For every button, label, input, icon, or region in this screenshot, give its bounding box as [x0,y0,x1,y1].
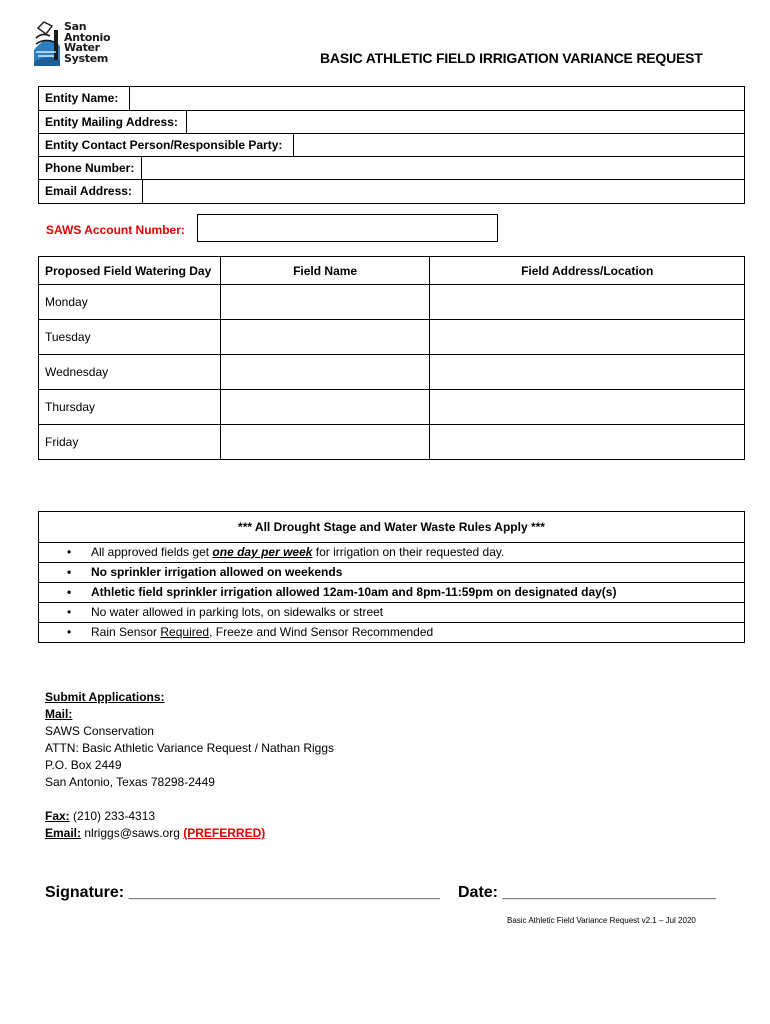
rule-item [39,543,744,563]
fax-value: (210) 233-4313 [69,809,156,823]
preferred-badge: (PREFERRED) [183,826,266,840]
entity-contact-field[interactable] [293,134,744,156]
rule-text: for irrigation on their requested day. [312,545,505,559]
phone-number-label: Phone Number: [45,161,135,175]
phone-number-row [39,156,744,179]
field-name-cell[interactable] [220,285,430,320]
rule-text: Athletic field sprinkler irrigation allowed 12am-10am and 8pm-11:59pm on designated day(s) [91,585,617,599]
date-line[interactable]: Date: ________________________ [458,884,717,901]
entity-name-label: Entity Name: [45,91,119,105]
table-row [39,390,745,425]
entity-name-row [39,87,744,110]
rule-text: Rain Sensor [91,625,161,639]
field-address-cell[interactable] [430,320,745,355]
field-name-cell[interactable] [220,320,430,355]
field-address-cell[interactable] [430,355,745,390]
rule-item [39,583,744,603]
entity-mailing-address-row [39,110,744,133]
table-row [39,425,745,460]
entity-mailing-address-label: Entity Mailing Address: [45,115,178,129]
rule-item [39,623,744,642]
bullet-icon: • [67,605,72,619]
rule-item [39,563,744,583]
field-name-cell[interactable] [220,390,430,425]
rule-text: No sprinkler irrigation allowed on weekends [91,565,343,579]
bullet-icon: • [67,625,72,639]
address-line: P.O. Box 2449 [45,758,122,772]
email-address-label: Email Address: [45,184,132,198]
day-monday: Monday [39,285,221,320]
header-field-address: Field Address/Location [430,257,745,285]
field-name-cell[interactable] [220,425,430,460]
rule-text: , Freeze and Wind Sensor Recommended [209,625,434,639]
day-thursday: Thursday [39,390,221,425]
email-line [45,825,334,842]
address-line: San Antonio, Texas 78298-2449 [45,775,215,789]
signature-line[interactable]: Signature: ___________________________________ [45,884,441,901]
fax-line [45,808,334,825]
phone-number-field[interactable] [141,157,744,179]
watering-schedule-table [38,256,745,460]
form-title: BASIC ATHLETIC FIELD IRRIGATION VARIANCE REQUEST [320,50,703,66]
entity-name-field[interactable] [129,87,744,110]
rule-emphasis: one day per week [212,545,313,559]
field-address-cell[interactable] [430,285,745,320]
day-friday: Friday [39,425,221,460]
entity-contact-label: Entity Contact Person/Responsible Party: [45,138,283,152]
entity-mailing-address-field[interactable] [186,111,744,133]
address-line: ATTN: Basic Athletic Variance Request / Nathan Riggs [45,741,335,755]
saws-account-label: SAWS Account Number: [46,223,185,237]
field-address-cell[interactable] [430,390,745,425]
entity-info-box [38,86,745,204]
rule-text: All approved fields get [91,545,213,559]
email-label: Email: [45,826,82,840]
email-address-row [39,179,744,204]
saws-account-field[interactable] [197,214,498,242]
rules-box [38,511,745,643]
mail-label: Mail: [45,707,73,721]
field-name-cell[interactable] [220,355,430,390]
rules-heading: *** All Drought Stage and Water Waste Rules Apply *** [39,512,744,543]
fax-label: Fax: [45,809,70,823]
day-wednesday: Wednesday [39,355,221,390]
submit-section [45,689,334,842]
address-line: SAWS Conservation [45,724,154,738]
bullet-icon: • [67,565,72,579]
entity-contact-row [39,133,744,156]
header-watering-day: Proposed Field Watering Day [39,257,221,285]
bullet-icon: • [67,585,72,599]
footer-version: Basic Athletic Field Variance Request v2.1 – Jul 2020 [507,916,696,925]
email-address-field[interactable] [142,180,744,204]
table-row [39,355,745,390]
table-row [39,285,745,320]
day-tuesday: Tuesday [39,320,221,355]
bullet-icon: • [67,545,72,559]
table-header-row [39,257,745,285]
rule-text: No water allowed in parking lots, on sidewalks or street [91,605,384,619]
logo-text: San Antonio Water System [64,20,111,65]
header-field-name: Field Name [220,257,430,285]
email-value[interactable]: nlriggs@saws.org [81,826,184,840]
submit-heading: Submit Applications: [45,690,165,704]
rule-item [39,603,744,623]
table-row [39,320,745,355]
rule-underlined: Required [160,625,210,639]
field-address-cell[interactable] [430,425,745,460]
